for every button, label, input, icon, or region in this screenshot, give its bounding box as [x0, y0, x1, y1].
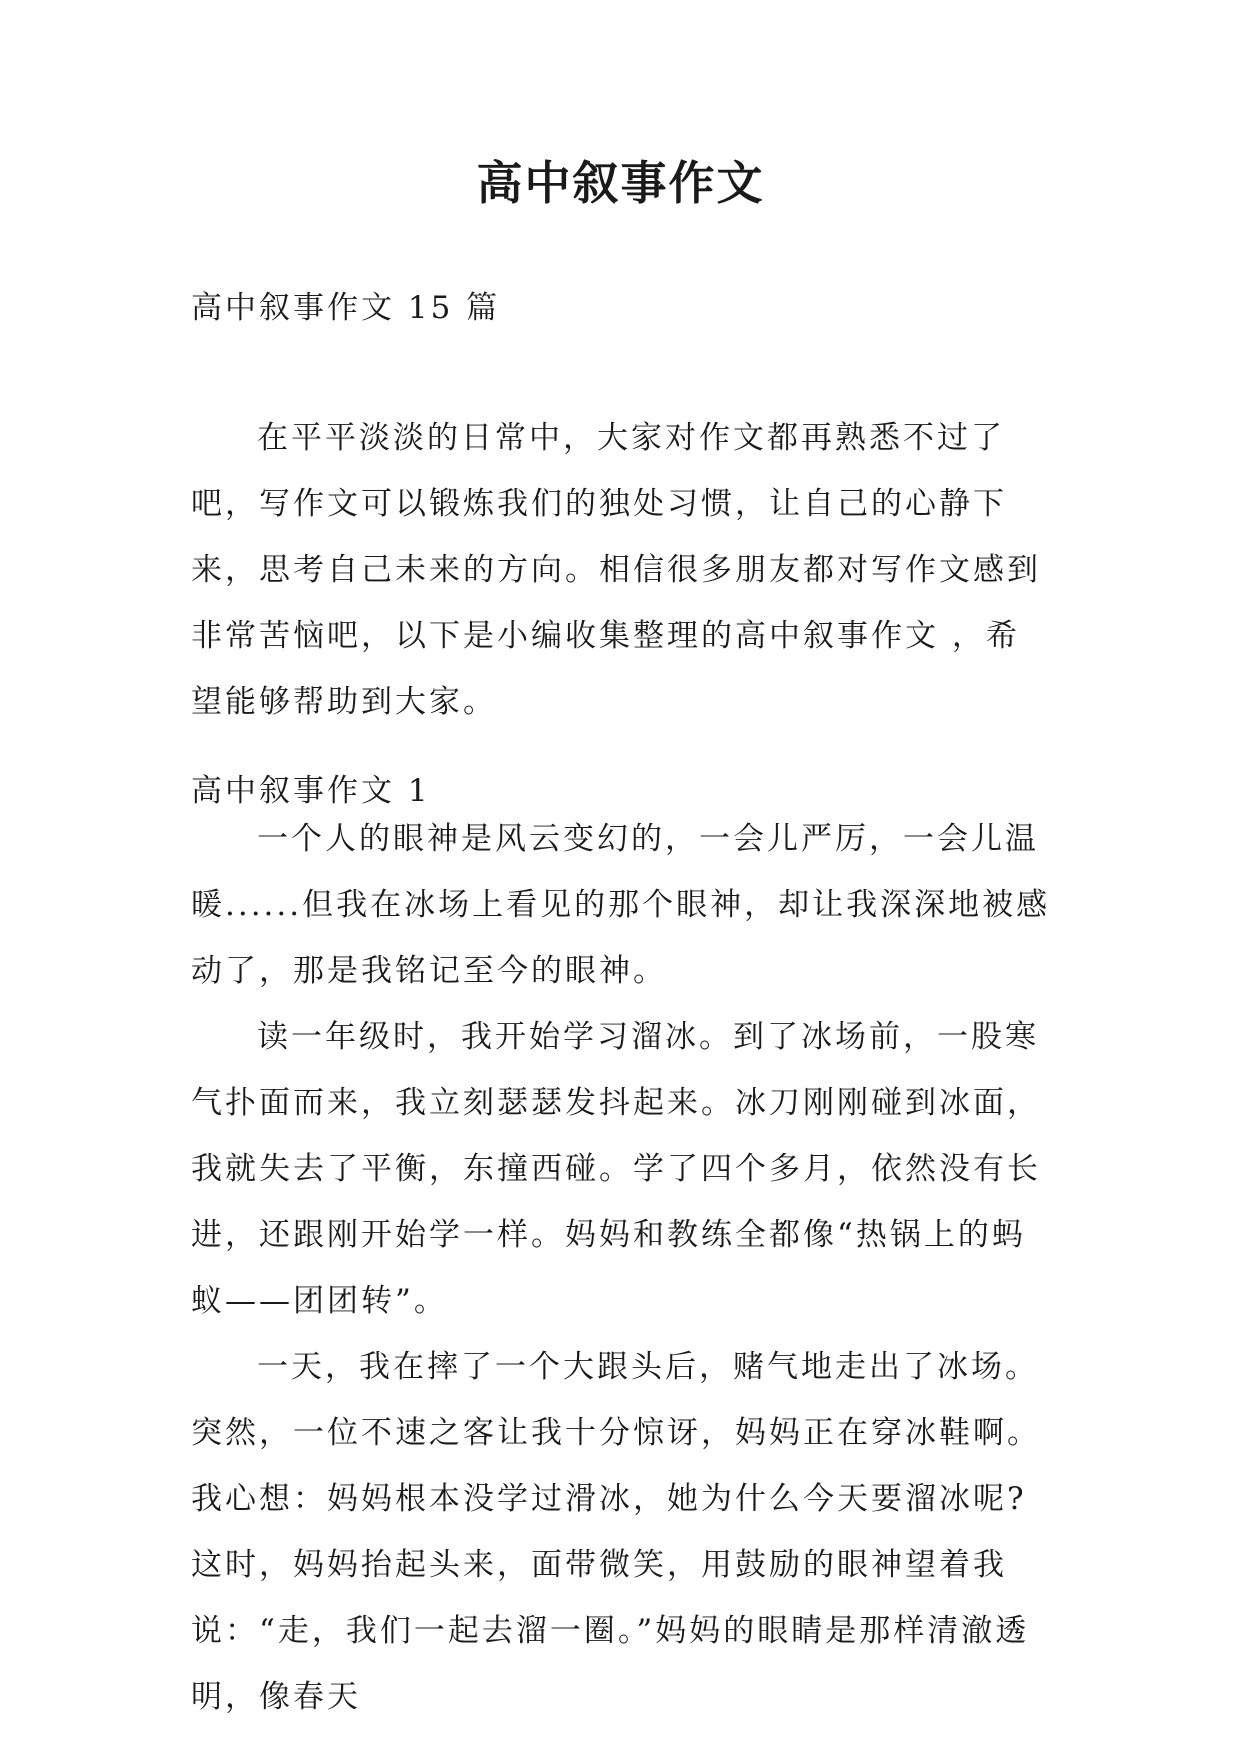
intro-paragraph: 在平平淡淡的日常中，大家对作文都再熟悉不过了吧，写作文可以锻炼我们的独处习惯，让自己的心静下来，思考自己未来的方向。相信很多朋友都对写作文感到非常苦恼吧，以下是小编收集整理的高中叙事作文 ，希望能够帮助到大家。	[191, 420, 1041, 720]
essay-paragraph-3: 一天，我在摔了一个大跟头后，赌气地走出了冰场。突然，一位不速之客让我十分惊讶，妈妈正在穿冰鞋啊。我心想：妈妈根本没学过滑冰，她为什么今天要溜冰呢?这时，妈妈抬起头来，面带微笑，用鼓励的眼神望着我说：“走，我们一起去溜一圈。”妈妈的眼睛是那样清澈透明，像春天	[191, 1349, 1041, 1715]
essay-paragraph-1: 一个人的眼神是风云变幻的，一会儿严厉，一会儿温暖......但我在冰场上看见的那个眼神，却让我深深地被感动了，那是我铭记至今的眼神。	[191, 821, 1051, 989]
document-subtitle: 高中叙事作文 15 篇	[191, 290, 501, 326]
document-title: 高中叙事作文	[476, 156, 765, 210]
essay-body	[191, 806, 1053, 1730]
intro-block	[191, 405, 1053, 735]
essay-paragraph-2: 读一年级时，我开始学习溜冰。到了冰场前，一股寒气扑面而来，我立刻瑟瑟发抖起来。冰刀刚刚碰到冰面，我就失去了平衡，东撞西碰。学了四个多月，依然没有长进，还跟刚开始学一样。妈妈和教练全都像“热锅上的蚂蚁——团团转”。	[191, 1019, 1041, 1319]
section-heading: 高中叙事作文 1	[191, 773, 431, 809]
